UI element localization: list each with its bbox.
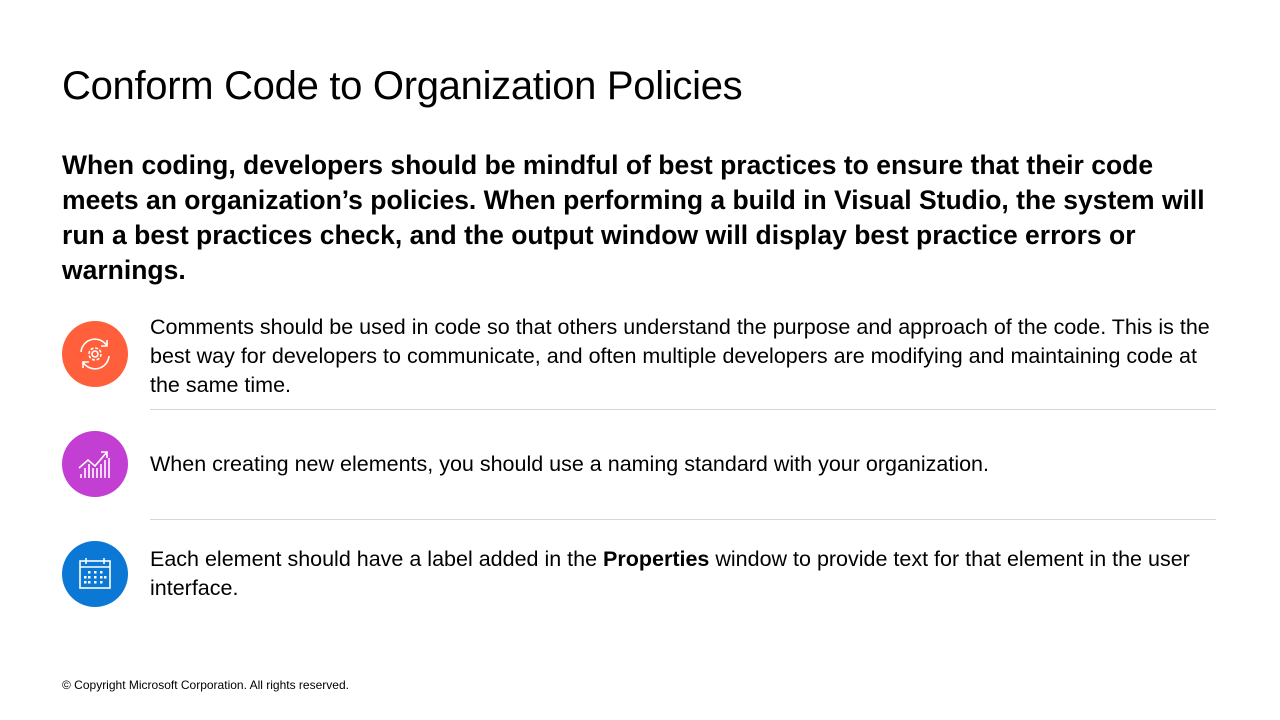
divider [150, 409, 1216, 410]
item-text: When creating new elements, you should use a naming standard with your organization. [150, 452, 989, 476]
sync-gear-icon [62, 321, 128, 387]
properties-bold: Properties [603, 547, 710, 571]
item-text-start: Each element should have a label added in the [150, 547, 604, 571]
growth-chart-icon [62, 431, 128, 497]
intro-paragraph: When coding, developers should be mindful of best practices to ensure that their code meets an organization’s policies. When performing a build in Visual Studio, the system will run a best practices check, and the output window will display best practice errors or warnings. [62, 150, 1205, 285]
calendar-icon [62, 541, 128, 607]
divider [150, 519, 1216, 520]
copyright-footer: © Copyright Microsoft Corporation. All rights reserved. [62, 678, 349, 692]
item-text: Comments should be used in code so that others understand the purpose and approach of the code. This is the best way for developers to communicate, and often multiple developers are modifying and maintaining code at the same time. [150, 315, 1210, 397]
item-text-end: window to provide text for that element in the user interface. [150, 547, 1190, 600]
item-text [150, 545, 1230, 603]
slide-title: Conform Code to Organization Policies [62, 64, 743, 108]
